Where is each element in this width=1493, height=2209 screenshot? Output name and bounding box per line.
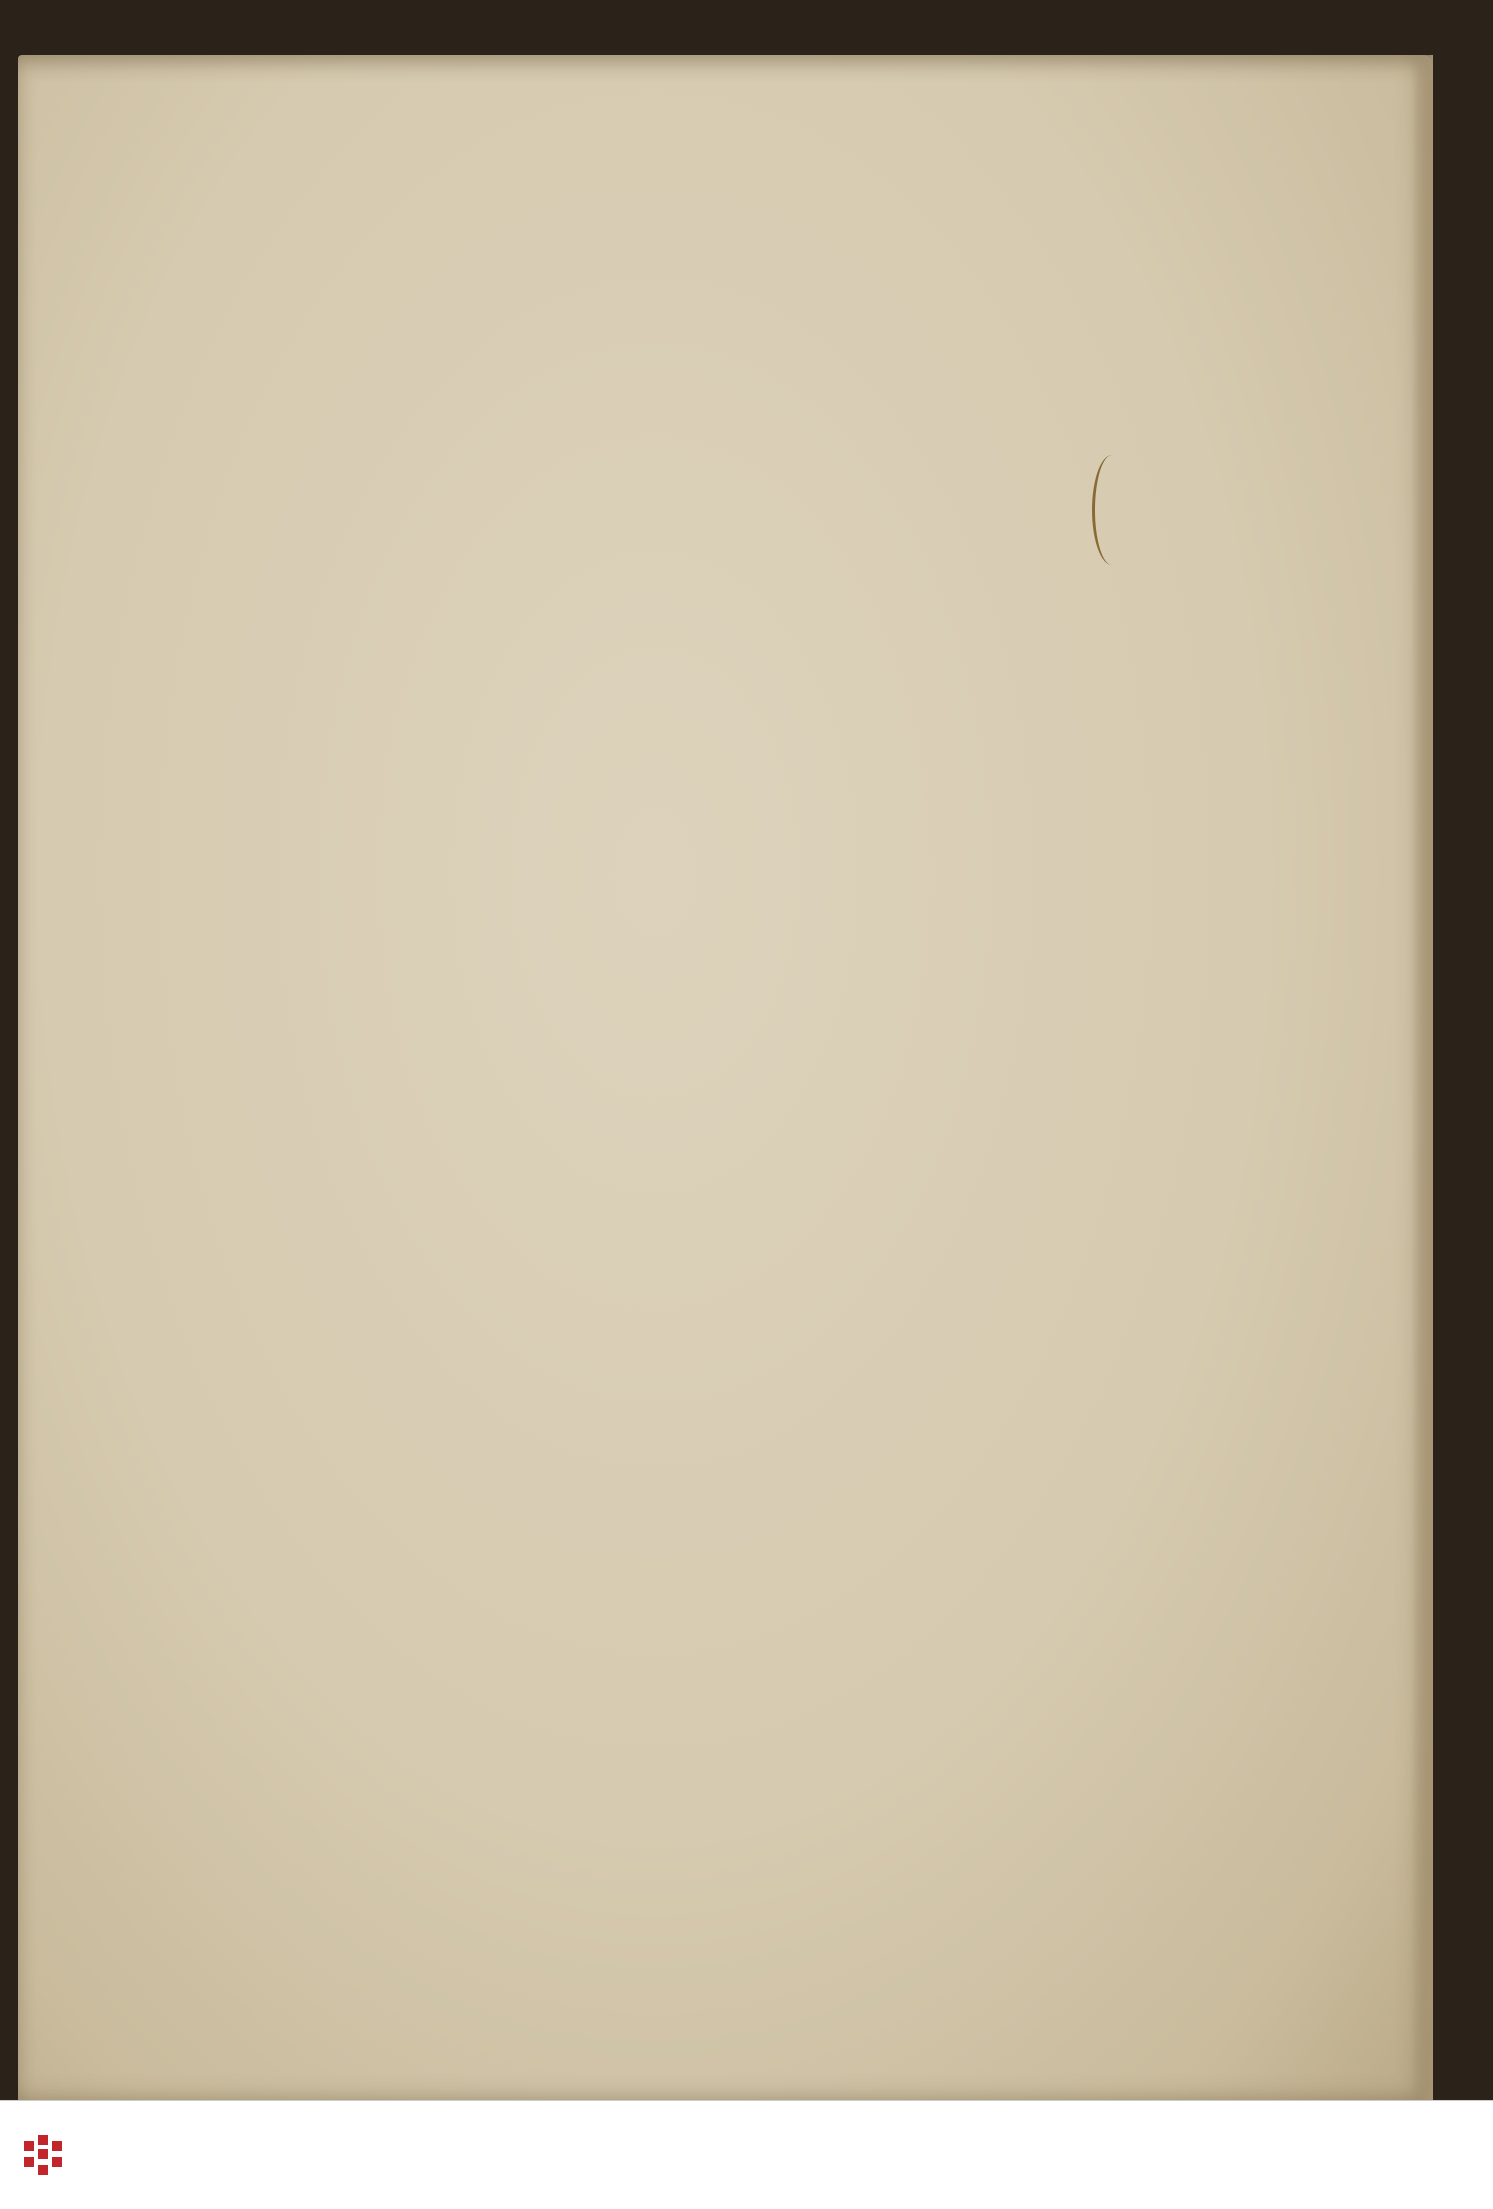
footer-bar <box>0 2100 1493 2209</box>
margin-bracket-mark <box>1092 455 1132 565</box>
printers-ornament-band <box>130 262 1090 537</box>
page-edge-shadow <box>1411 55 1433 2100</box>
university-library-logo-icon <box>20 2131 78 2189</box>
